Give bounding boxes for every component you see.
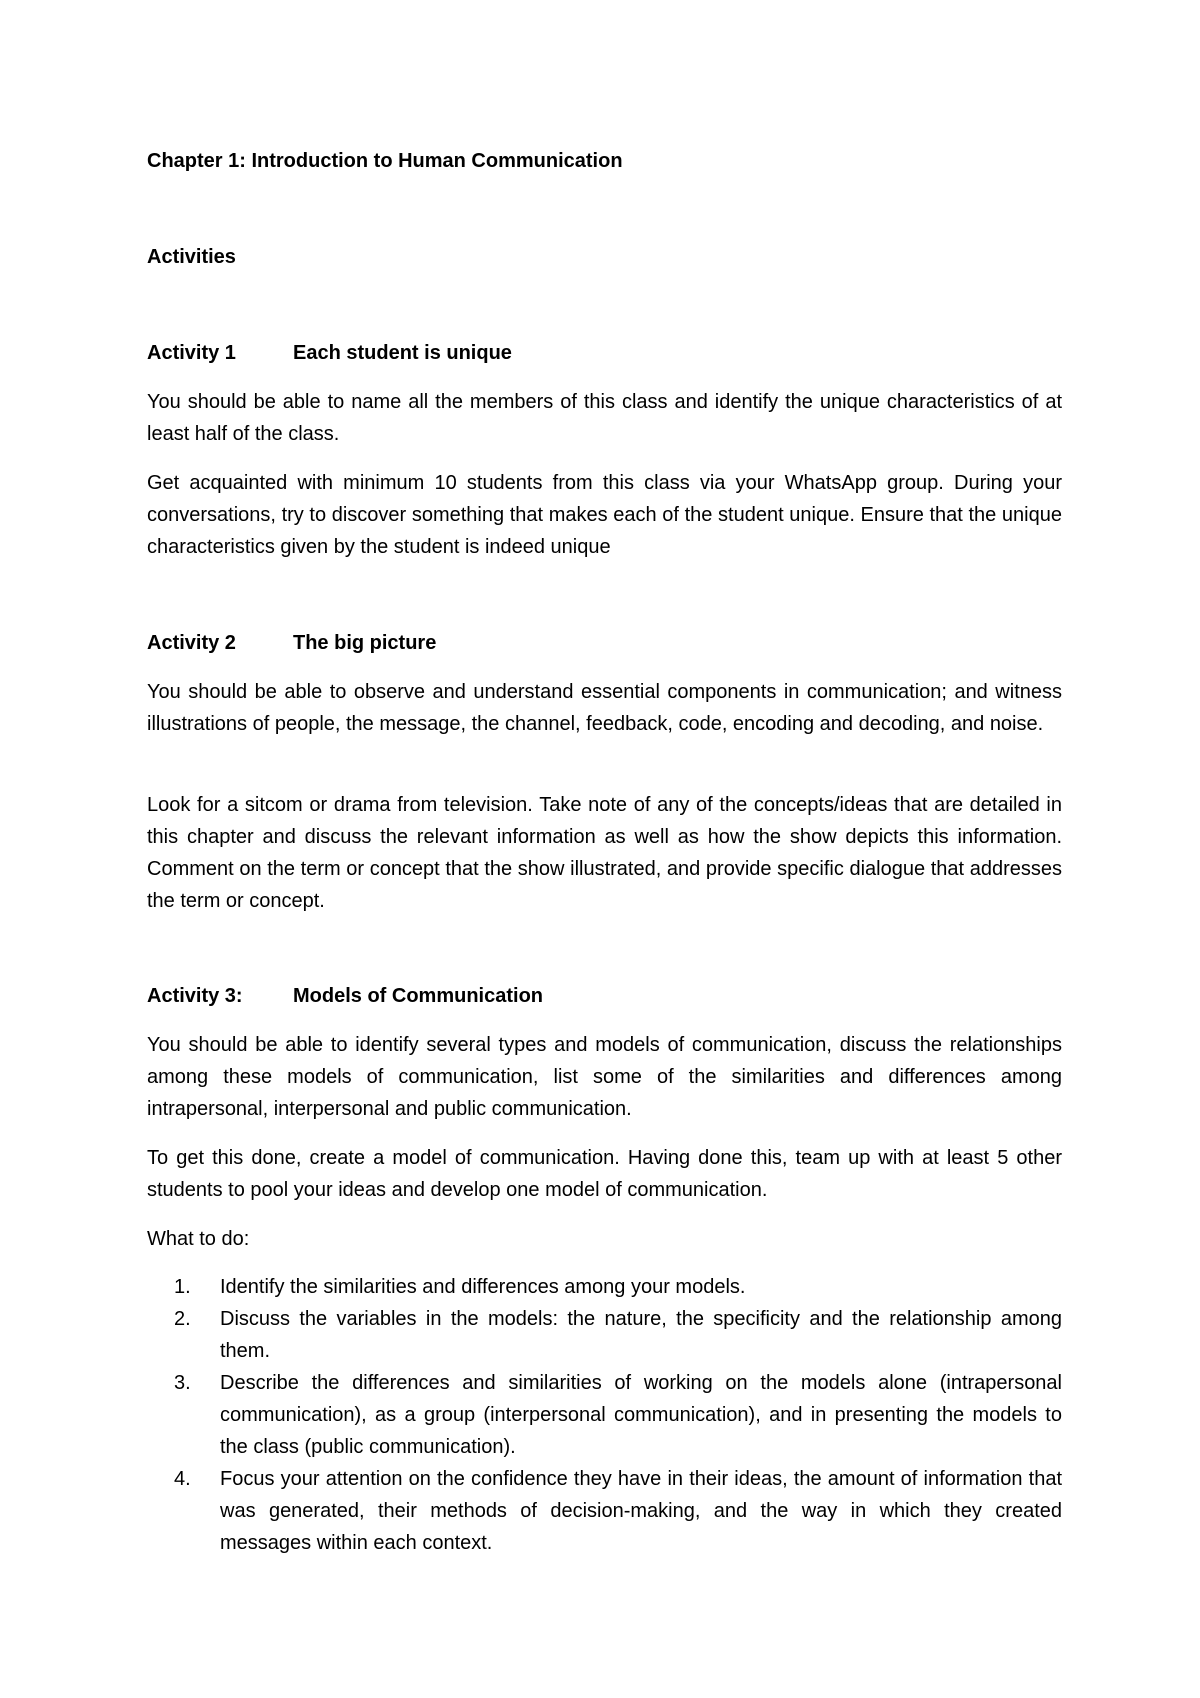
activity-2-heading [147, 629, 1062, 657]
activities-heading: Activities [147, 246, 236, 268]
activity-1-heading [147, 339, 1062, 367]
list-item-text: Focus your attention on the confidence they have in their ideas, the amount of information that was generated, their methods of decision-making, and the way in which they created messages within each context. [220, 1468, 1062, 1554]
what-to-do-label: What to do: [147, 1228, 250, 1250]
activity-3-objective: You should be able to identify several types and models of communication, discuss the relationships among these models of communication, list some of the similarities and differences among intrapersonal, interpersonal and public communication. [147, 1034, 1062, 1120]
list-item-number: 3. [174, 1372, 191, 1394]
list-item-number: 2. [174, 1308, 191, 1330]
activity-2-objective: You should be able to observe and understand essential components in communication; and witness illustrations of people, the message, the channel, feedback, code, encoding and decoding, and noise. [147, 681, 1062, 735]
activity-1-label: Activity 1 [147, 342, 236, 364]
list-item-number: 1. [174, 1276, 191, 1298]
activity-1-instructions: Get acquainted with minimum 10 students from this class via your WhatsApp group. During your conversations, try to discover something that makes each of the student unique. Ensure that the unique characteristics given by the student is indeed unique [147, 472, 1062, 558]
activity-3-label: Activity 3: [147, 985, 243, 1007]
list-item [147, 1271, 1062, 1303]
activity-2-label: Activity 2 [147, 632, 236, 654]
activity-3-heading [147, 982, 1062, 1010]
chapter-title: Chapter 1: Introduction to Human Communication [147, 150, 623, 172]
activity-3-instructions: To get this done, create a model of communication. Having done this, team up with at least 5 other students to pool your ideas and develop one model of communication. [147, 1147, 1062, 1201]
steps-list [147, 1271, 1062, 1559]
list-item-text: Describe the differences and similarities of working on the models alone (intrapersonal communication), as a group (interpersonal communication), and in presenting the models to the class (public communication). [220, 1372, 1062, 1458]
list-item [147, 1463, 1062, 1559]
list-item-number: 4. [174, 1468, 191, 1490]
activity-2-name: The big picture [293, 632, 437, 654]
document-page [147, 0, 1062, 1698]
activity-2-instructions: Look for a sitcom or drama from television. Take note of any of the concepts/ideas that are detailed in this chapter and discuss the relevant information as well as how the show depicts this information. Comment on the term or concept that the show illustrated, and provide specific dialogue that addresses the term or concept. [147, 794, 1062, 912]
list-item-text: Identify the similarities and differences among your models. [220, 1276, 746, 1298]
list-item-text: Discuss the variables in the models: the nature, the specificity and the relationship among them. [220, 1308, 1062, 1362]
activity-1-name: Each student is unique [293, 342, 512, 364]
activity-3-name: Models of Communication [293, 985, 543, 1007]
list-item [147, 1367, 1062, 1463]
list-item [147, 1303, 1062, 1367]
activity-1-objective: You should be able to name all the members of this class and identify the unique characteristics of at least half of the class. [147, 391, 1062, 445]
